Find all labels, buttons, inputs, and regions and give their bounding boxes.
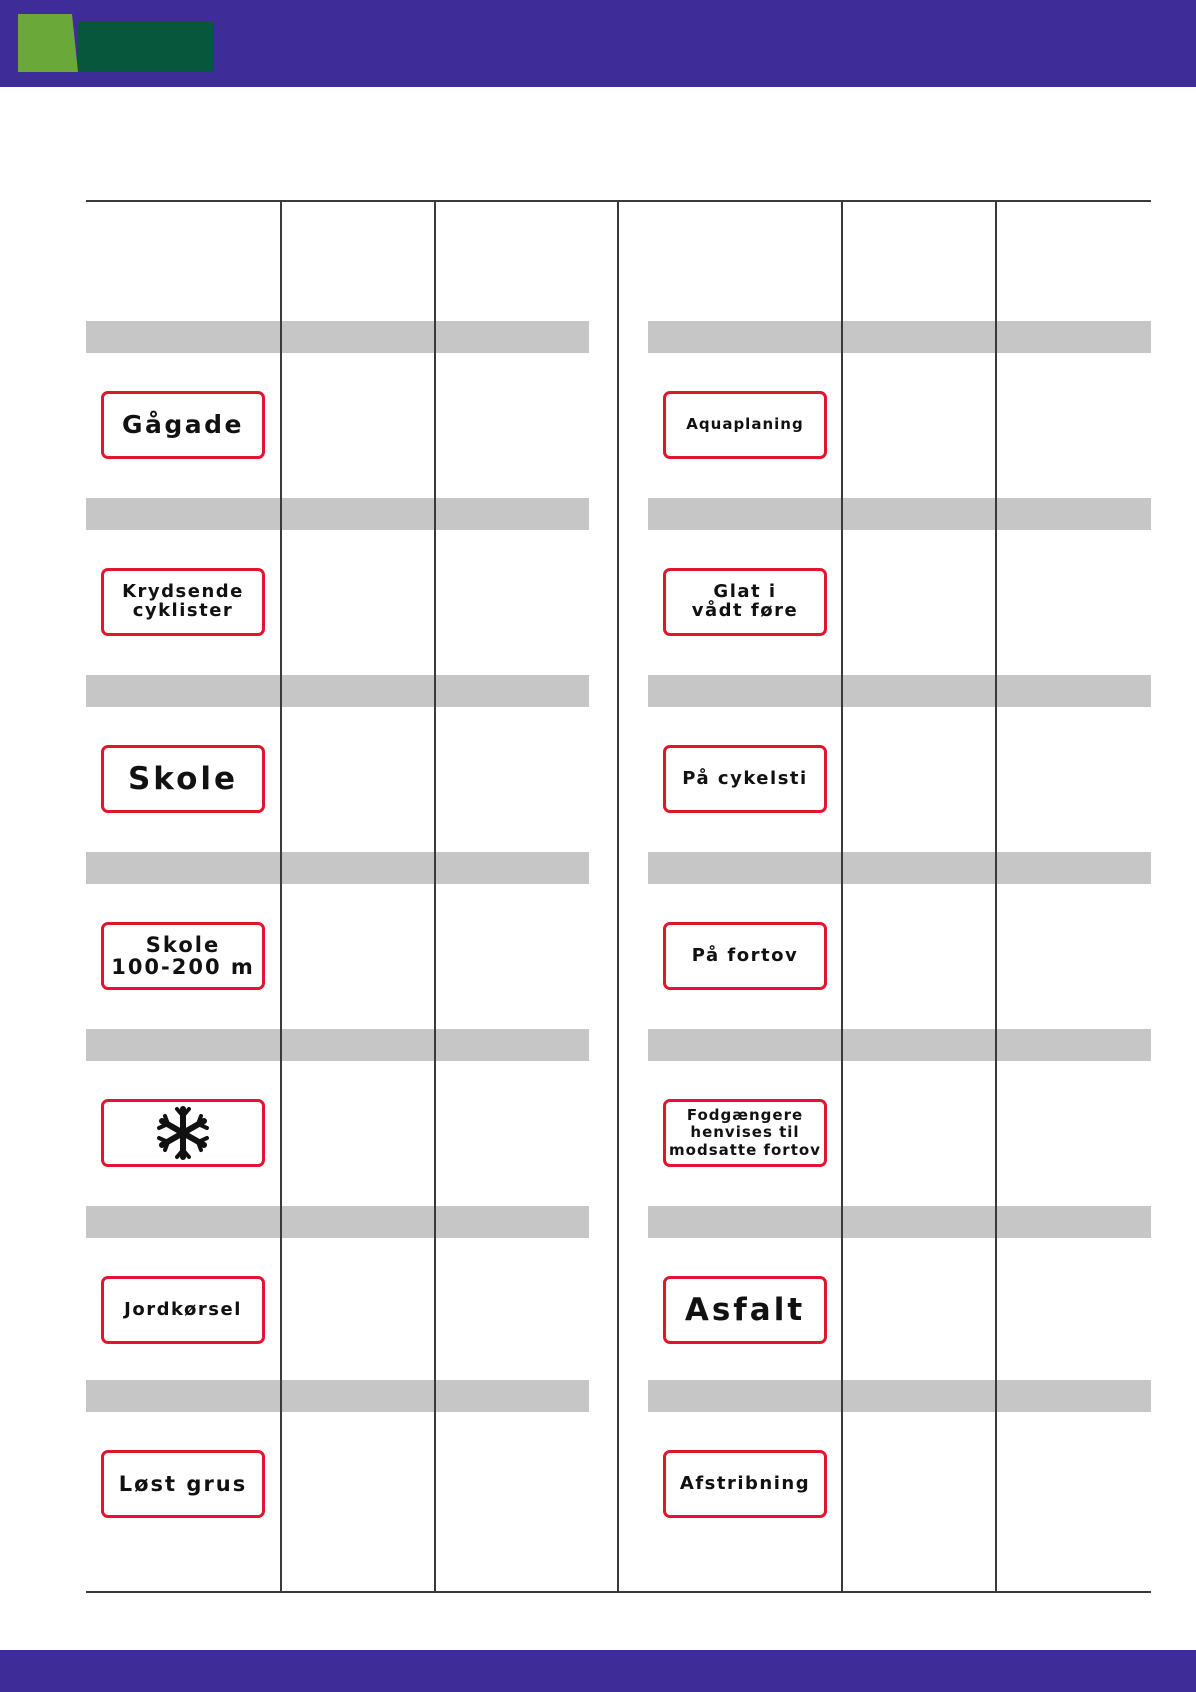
- road-sign: På cykelsti: [663, 745, 827, 813]
- row-band: [86, 1029, 589, 1061]
- row-band: [648, 852, 1151, 884]
- snowflake-icon: [153, 1105, 213, 1161]
- logo: [18, 14, 214, 72]
- row-band: [648, 498, 1151, 530]
- road-sign: På fortov: [663, 922, 827, 990]
- row-band: [648, 321, 1151, 353]
- column-divider: [841, 200, 843, 1593]
- column-divider: [617, 200, 619, 1593]
- row-band: [648, 675, 1151, 707]
- road-sign: Skole: [101, 745, 265, 813]
- row-band: [86, 675, 589, 707]
- row-band: [648, 1029, 1151, 1061]
- row-band: [86, 498, 589, 530]
- road-sign: Krydsende cyklister: [101, 568, 265, 636]
- road-sign: Glat i vådt føre: [663, 568, 827, 636]
- road-sign: Aquaplaning: [663, 391, 827, 459]
- road-sign: Afstribning: [663, 1450, 827, 1518]
- row-band: [648, 1206, 1151, 1238]
- row-band: [86, 321, 589, 353]
- road-sign: Asfalt: [663, 1276, 827, 1344]
- row-band: [86, 1380, 589, 1412]
- road-sign: Skole 100-200 m: [101, 922, 265, 990]
- row-band: [86, 852, 589, 884]
- road-sign: Fodgængere henvises til modsatte fortov: [663, 1099, 827, 1167]
- row-band: [648, 1380, 1151, 1412]
- footer-bar: [0, 1650, 1196, 1692]
- column-divider: [995, 200, 997, 1593]
- row-band: [86, 1206, 589, 1238]
- road-sign: Jordkørsel: [101, 1276, 265, 1344]
- column-divider: [280, 200, 282, 1593]
- road-sign: [101, 1099, 265, 1167]
- header-bar: [0, 0, 1196, 87]
- road-sign: Løst grus: [101, 1450, 265, 1518]
- road-sign: Gågade: [101, 391, 265, 459]
- column-divider: [434, 200, 436, 1593]
